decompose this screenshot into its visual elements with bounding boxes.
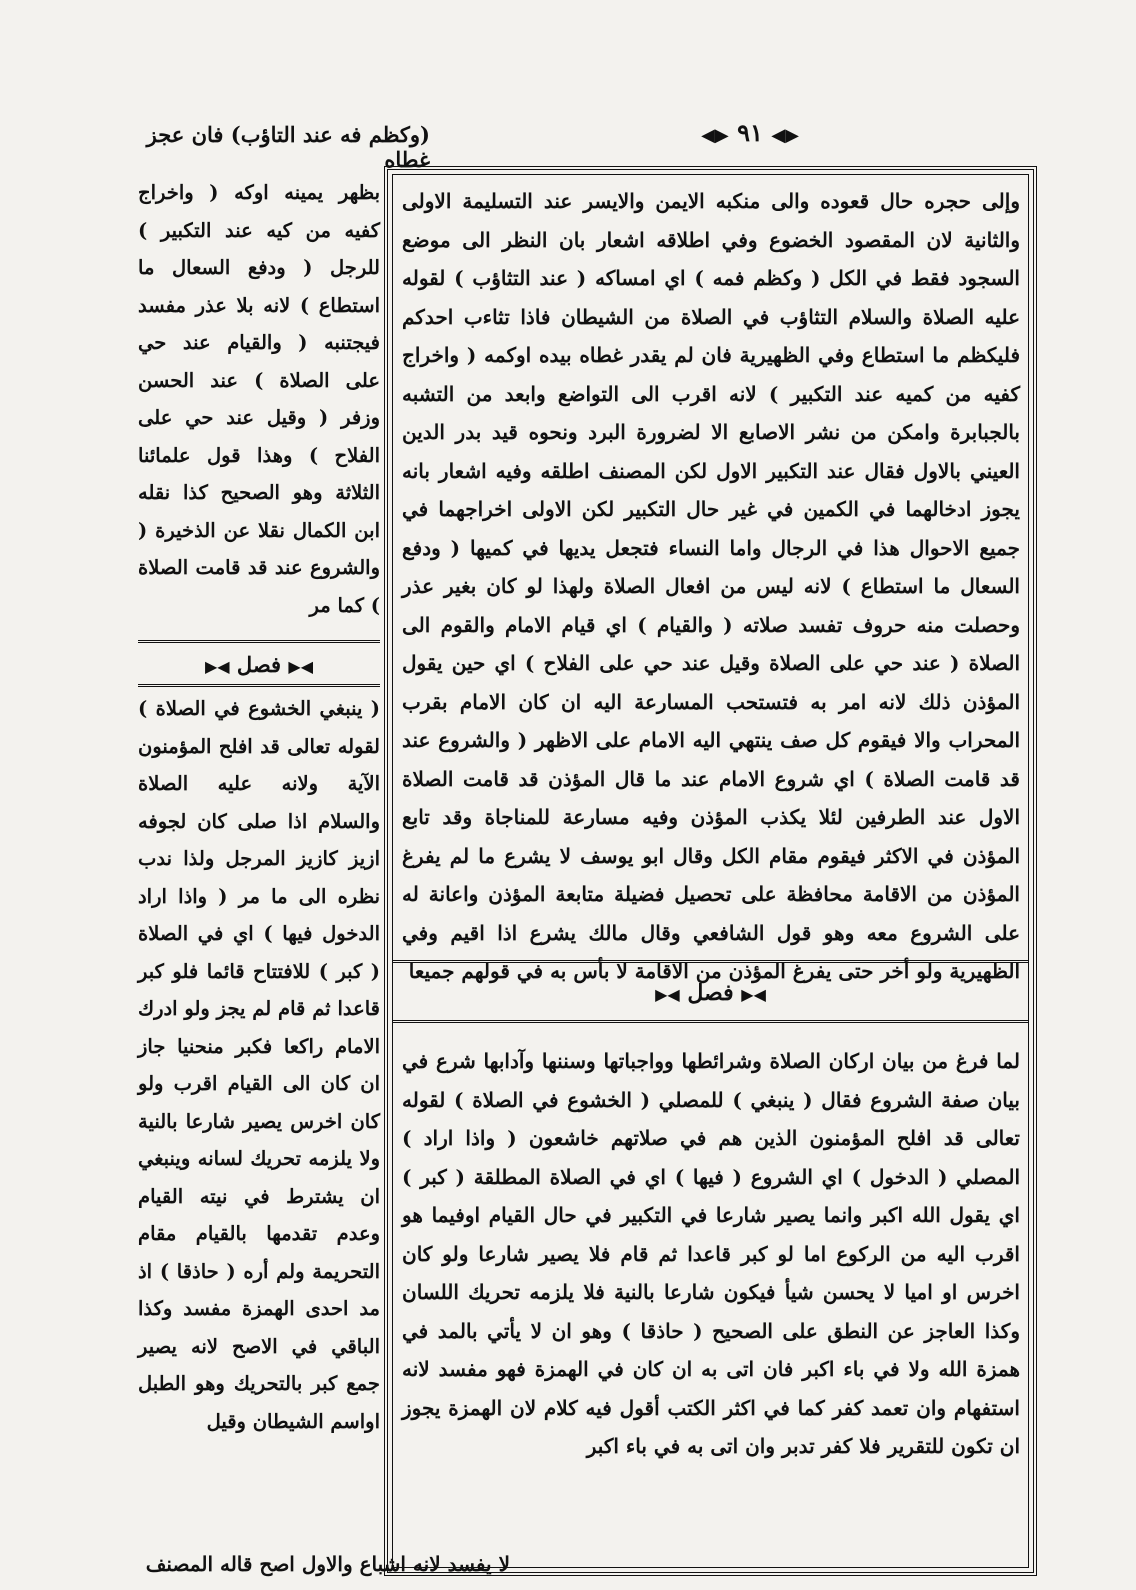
catchword-line: لا يفسد لانه اشباع والاول اصح قاله المصنف: [145, 1552, 510, 1576]
page-number-value: ٩١: [737, 118, 763, 147]
main-text-section-2: لما فرغ من بيان اركان الصلاة وشرائطها وواجباتها وسننها وآدابها شرع في بيان صفة الشروع فقال ( ينبغي ) للمصلي ( الخشوع في الصلاة ) لقوله تعالى قد افلح المؤمنون الذين هم في صلاتهم خاشعون ( واذا اراد ) المصلي ( الدخول ) اي الشروع ( فيها ) اي في الصلاة المطلقة ( كبر ) اي يقول الله اكبر وانما يصير شارعا في التكبير في حال القيام اوفيما هو اقرب اليه من الركوع اما لو كبر قاعدا ثم قام فلا يصير شارعا ولو كان اخرس او اميا لا يحسن شيأ فيكون شارعا بالنية فلا يلزمه تحريك اللسان وكذا العاجز عن النطق على الصحيح ( حاذقا ) وهو ان لا يأتي بالمد في همزة الله ولا في باء اكبر فان اتى به ان كان في الهمزة فهو مفسد لانه استفهام وان تعمد كفر كما في اكثر الكتب أقول فيه كلام لان الهمزة يجوز ان تكون للتقرير فلا كفر تدبر وان اتى به في باء اكبر: [402, 1049, 1020, 1458]
ornament-icon: ◀▶: [288, 657, 313, 676]
ornament-left-icon: ◀▶: [701, 125, 729, 146]
margin-column-top: بظهر يمينه اوكه ( واخراج كفيه من كيه عند التكبير ) للرجل ( ودفع السعال ما استطاع ) لانه بلا عذر مفسد فيجتنبه ( والقيام عند حي على الصلاة ) عند الحسن وزفر ( وقيل عند حي على الفلاح ) وهذا قول علمائنا الثلاثة وهو الصحيح كذا نقله ابن الكمال نقلا عن الذخيرة ( والشروع عند قد قامت الصلاة ) كما مر: [138, 181, 380, 617]
main-section-heading: [392, 980, 1029, 1006]
page-number: [690, 118, 810, 147]
margin-section-heading: [138, 652, 380, 677]
ornament-icon: ◀▶: [741, 985, 766, 1004]
margin-divider-top: [138, 640, 380, 643]
running-header: (وكظم فه عند التاؤب) فان عجز غطاه: [146, 122, 430, 172]
main-text-section-1: وإلى حجره حال قعوده والى منكبه الايمن والايسر عند التسليمة الاولى والثانية لان المقصود الخضوع وفي اطلاقه اشعار بان النظر الى موضع السجود فقط في الكل ( وكظم فمه ) اي امساكه ( عند التثاؤب ) لقوله عليه الصلاة والسلام التثاؤب في الصلاة من الشيطان فاذا تثاءب احدكم فليكظم ما استطاع وفي الظهيرية فان لم يقدر غطاه بيده اوكمه ( واخراج كفيه من كميه عند التكبير ) لانه اقرب الى التواضع وابعد من التشبه بالجبابرة وامكن من نشر الاصابع الا لضرورة البرد ونحوه قيد بدر الدين العيني بالاول فقال عند التكبير الاول لكن المصنف اطلقه وفيه اشعار بانه يجوز ادخالهما في الكمين في غير حال التكبير لكن الاولى اخراجهما في جميع الاحوال هذا في الرجال واما النساء فتجعل يديها في كميها ( ودفع السعال ما استطاع ) لانه ليس من افعال الصلاة ولهذا لو كان بغير عذر وحصلت منه حروف تفسد صلاته ( والقيام ) اي قيام الامام والقوم الى الصلاة ( عند حي على الصلاة وقيل عند حي على الفلاح ) اي حين يقول المؤذن ذلك لانه امر به فتستحب المسارعة اليه ان كان الامام بقرب المحراب والا فيقوم كل صف ينتهي اليه الامام على الاظهر ( والشروع عند قد قامت الصلاة ) اي شروع الامام عند ما قال المؤذن قد قامت الصلاة الاول عند الطرفين لئلا يكذب المؤذن وفيه مسارعة للمناجاة وقد تابع المؤذن في الاكثر فيقوم مقام الكل وقال ابو يوسف لا يشرع ما لم يفرغ المؤذن من الاقامة محافظة على تحصيل فضيلة متابعة المؤذن واعانة له على الشروع معه وهو قول الشافعي وقال مالك يشرع اذا اقيم وفي الظهيرية ولو أخر حتى يفرغ المؤذن من الاقامة لا بأس به في قولهم جميعا: [402, 189, 1020, 983]
ornament-right-icon: ◀▶: [771, 125, 799, 146]
ornament-icon: ◀▶: [655, 985, 680, 1004]
margin-divider-bottom: [138, 684, 380, 687]
main-divider-top: [392, 960, 1029, 963]
ornament-icon: ◀▶: [205, 657, 230, 676]
main-fasl-label: فصل: [687, 980, 734, 1006]
margin-column-bottom: ( ينبغي الخشوع في الصلاة ) لقوله تعالى قد افلح المؤمنون الآية ولانه عليه الصلاة والسلام اذا صلى كان لجوفه ازيز كازيز المرجل ولذا ندب نظره الى ما مر ( واذا اراد الدخول فيها ) اي في الصلاة ( كبر ) للافتتاح قائما فلو كبر قاعدا ثم قام لم يجز ولو ادرك الامام راكعا فكبر منحنيا جاز ان كان الى القيام اقرب ولو كان اخرس يصير شارعا بالنية ولا يلزمه تحريك لسانه وينبغي ان يشترط في نيته القيام وعدم تقدمها بالقيام مقام التحريمة ولم أره ( حاذقا ) اذ مد احدى الهمزة مفسد وكذا الباقي في الاصح لانه يصير جمع كبر بالتحريك وهو الطبل اواسم الشيطان وقيل: [138, 697, 380, 1433]
margin-fasl-label: فصل: [236, 652, 282, 677]
main-divider-bottom: [392, 1020, 1029, 1023]
